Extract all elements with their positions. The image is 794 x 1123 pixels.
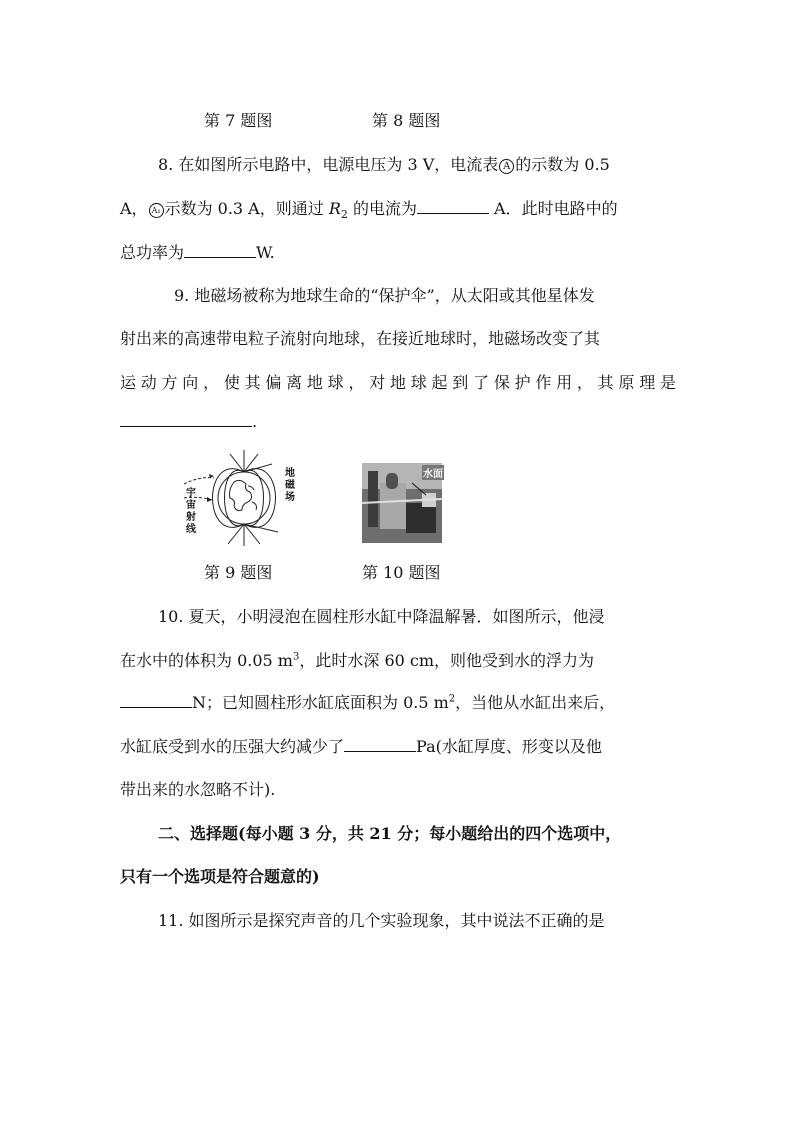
q10-blank-pressure[interactable] <box>344 750 416 752</box>
fig8-caption: 第 8 题图 <box>372 111 441 130</box>
q8-line3: 总功率为 W. <box>120 243 275 262</box>
q8-line2: A， A₁ 示数为 0.3 A，则通过 $R_2$ 的电流为 A．此时电路中的 <box>120 199 618 222</box>
q9-line1: 9. 地磁场被称为地球生命的“保护伞”，从太阳或其他星体发 <box>174 286 595 305</box>
q9-line3: 运动方向，使其偏离地球，对地球起到了保护作用，其原理是 <box>120 373 676 392</box>
ammeter-a1-symbol: A₁ <box>149 203 164 218</box>
q10-line1: 10. 夏天，小明浸泡在圆柱形水缸中降温解暑．如图所示，他浸 <box>158 607 605 626</box>
section2-heading-line1: 二、选择题(每小题 3 分，共 21 分；每小题给出的四个选项中， <box>158 824 622 843</box>
section2-heading-line2: 只有一个选项是符合题意的) <box>120 867 320 886</box>
fig10-caption: 第 10 题图 <box>362 563 441 582</box>
q9-line4: . <box>120 412 676 431</box>
ammeter-a-symbol: A <box>499 159 514 174</box>
fig7-caption: 第 7 题图 <box>204 111 273 130</box>
q9-blank-principle[interactable] <box>120 425 252 427</box>
q10-line4: 水缸底受到水的压强大约减少了 Pa(水缸厚度、形变以及他 <box>120 737 602 756</box>
fig10-water-surface-label: 水面 <box>422 465 444 480</box>
q9-line2: 射出来的高速带电粒子流射向地球，在接近地球时，地磁场改变了其 <box>120 329 601 348</box>
q11-line1: 11. 如图所示是探究声音的几个实验现象，其中说法不正确的是 <box>158 911 605 930</box>
fig9-field-label: 地 磁 场 <box>285 468 295 503</box>
fig9-cosmic-ray-label: 宇 宙 射 线 <box>186 488 196 535</box>
q10-blank-buoyancy[interactable] <box>120 706 192 708</box>
q10-line5: 带出来的水忽略不计). <box>120 780 276 799</box>
q10-line2: 在水中的体积为 0.05 $m^3$，此时水深 60 cm，则他受到水的浮力为 <box>120 651 595 670</box>
q8-line1: 8. 在如图所示电路中，电源电压为 3 V，电流表 A 的示数为 0.5 <box>158 155 610 174</box>
q10-line3: N；已知圆柱形水缸底面积为 0.5 $m^2$，当他从水缸出来后， <box>120 690 676 713</box>
q8-blank-power[interactable] <box>184 256 256 258</box>
fig9-caption: 第 9 题图 <box>204 563 273 582</box>
q8-blank-current[interactable] <box>417 212 489 214</box>
